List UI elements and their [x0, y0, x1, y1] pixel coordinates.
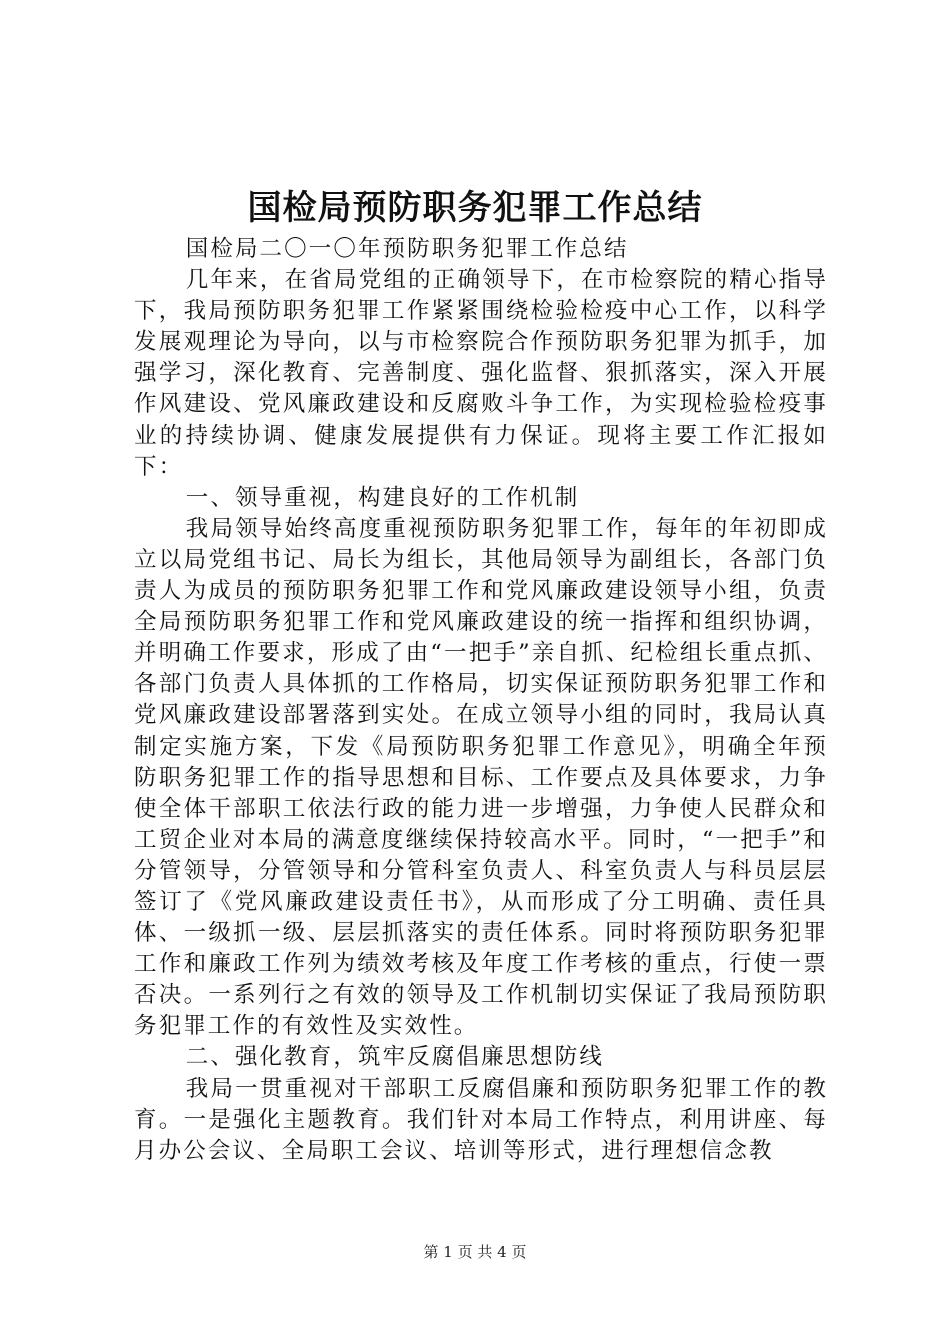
intro-paragraph: 几年来，在省局党组的正确领导下，在市检察院的精心指导下，我局预防职务犯罪工作紧紧围绕检验检疫中心工作，以科学发展观理论为导向，以与市检察院合作预防职务犯罪为抓手，加强学习，深化教育、完善制度、强化监督、狠抓落实，深入开展作风建设、党风廉政建设和反腐败斗争工作，为实现检验检疫事业的持续协调、健康发展提供有力保证。现将主要工作汇报如下： — [134, 267, 828, 480]
section-heading-1: 一、领导重视，构建良好的工作机制 — [185, 484, 580, 511]
page-footer: 第 1 页 共 4 页 — [423, 1243, 527, 1261]
document-body — [134, 234, 828, 1167]
subtitle-paragraph: 国检局二〇一〇年预防职务犯罪工作总结 — [185, 236, 629, 262]
section-2-paragraph: 我局一贯重视对干部职工反腐倡廉和预防职务犯罪工作的教育。一是强化主题教育。我们针对本局工作特点，利用讲座、每月办公会议、全局职工会议、培训等形式，进行理想信念教 — [134, 1075, 828, 1164]
section-heading-2: 二、强化教育，筑牢反腐倡廉思想防线 — [185, 1044, 604, 1071]
section-1-paragraph: 我局领导始终高度重视预防职务犯罪工作，每年的年初即成立以局党组书记、局长为组长，其他局领导为副组长，各部门负责人为成员的预防职务犯罪工作和党风廉政建设领导小组，负责全局预防职务犯罪工作和党风廉政建设的统一指挥和组织协调，并明确工作要求，形成了由“一把手”亲自抓、纪检组长重点抓、各部门负责人具体抓的工作格局，切实保证预防职务犯罪工作和党风廉政建设部署落到实处。在成立领导小组的同时，我局认真制定实施方案，下发《局预防职务犯罪工作意见》，明确全年预防职务犯罪工作的指导思想和目标、工作要点及具体要求，力争使全体干部职工依法行政的能力进一步增强，力争使人民群众和工贸企业对本局的满意度继续保持较高水平。同时，“一把手”和分管领导，分管领导和分管科室负责人、科室负责人与科员层层签订了《党风廉政建设责任书》，从而形成了分工明确、责任具体、一级抓一级、层层抓落实的责任体系。同时将预防职务犯罪工作和廉政工作列为绩效考核及年度工作考核的重点，行使一票否决。一系列行之有效的领导及工作机制切实保证了我局预防职务犯罪工作的有效性及实效性。 — [134, 515, 828, 1040]
document-title: 国检局预防职务犯罪工作总结 — [247, 188, 703, 228]
